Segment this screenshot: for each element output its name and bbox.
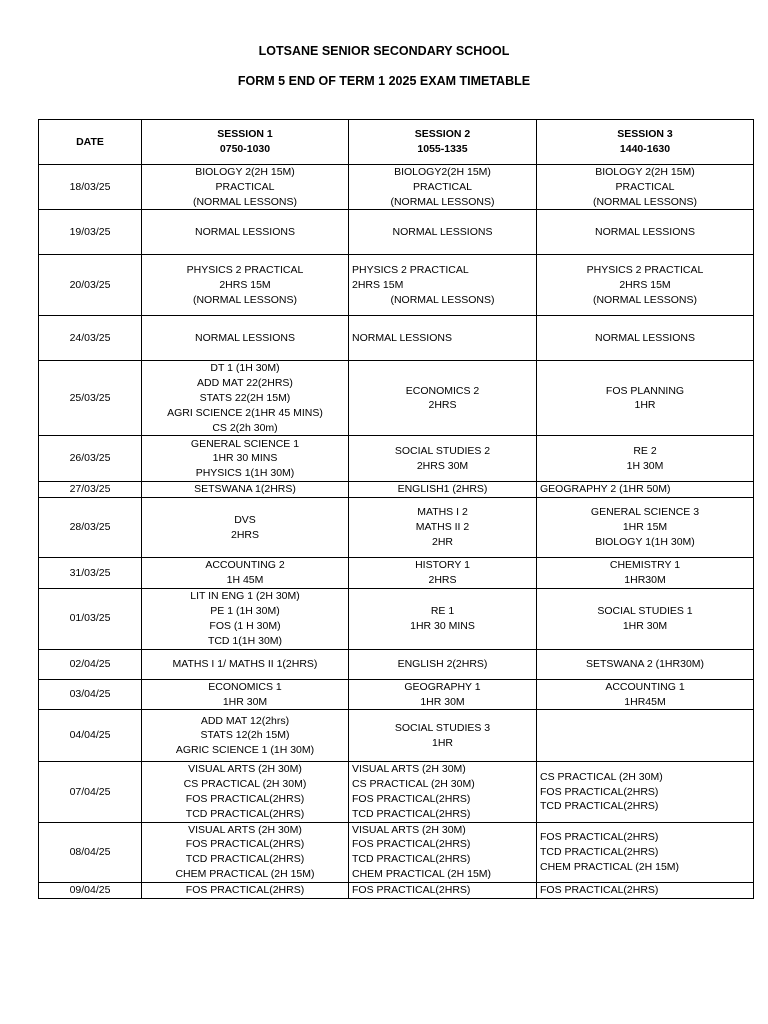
exam-entry: AGRIC SCIENCE 1 (1H 30M) — [175, 744, 315, 757]
exam-entry: CHEM PRACTICAL (2H 15M) — [352, 867, 492, 880]
session-2-cell — [349, 436, 537, 482]
table-row — [39, 436, 754, 482]
exam-entry: CHEMISTRY 1 — [609, 559, 681, 572]
exam-entry: RE 2 — [633, 445, 657, 458]
exam-entry: ENGLISH 2(2HRS) — [397, 657, 488, 670]
session-time: 0750-1030 — [219, 143, 271, 155]
date-cell: 28/03/25 — [39, 498, 142, 558]
exam-entry: (NORMAL LESSONS) — [192, 293, 298, 306]
date-cell: 20/03/25 — [39, 255, 142, 316]
session-1-cell — [142, 679, 349, 710]
header-date: DATE — [39, 120, 142, 165]
exam-entry: SETSWANA 1(2HRS) — [194, 483, 296, 496]
session-1-cell — [142, 762, 349, 822]
exam-entry: 1HR30M — [624, 573, 666, 586]
exam-entry: 1HR 30M — [222, 695, 268, 708]
exam-entry: BIOLOGY 2(2H 15M) — [595, 166, 695, 178]
exam-entry: NORMAL LESSIONS — [352, 331, 452, 344]
table-row — [39, 762, 754, 822]
exam-entry: 1HR45M — [624, 695, 666, 708]
exam-entry: SETSWANA 2 (1HR30M) — [585, 657, 705, 670]
session-3-cell — [537, 588, 754, 649]
exam-entry: VISUAL ARTS (2H 30M) — [188, 823, 302, 836]
exam-entry: FOS PRACTICAL(2HRS) — [352, 883, 471, 896]
table-row — [39, 361, 754, 436]
exam-entry: GENERAL SCIENCE 3 — [590, 506, 700, 519]
exam-entry: GEOGRAPHY 1 — [404, 680, 481, 693]
exam-entry: TCD PRACTICAL(2HRS) — [540, 845, 659, 858]
header-session-1 — [142, 120, 349, 165]
table-row — [39, 316, 754, 361]
exam-entry: TCD PRACTICAL(2HRS) — [352, 807, 471, 820]
timetable-title: FORM 5 END OF TERM 1 2025 EXAM TIMETABLE — [237, 74, 531, 88]
session-3-cell — [537, 679, 754, 710]
exam-entry: 1HR 30M — [420, 695, 465, 708]
session-2-cell — [349, 762, 537, 822]
exam-entry: TCD PRACTICAL(2HRS) — [352, 853, 471, 866]
exam-entry: BIOLOGY 2(2H 15M) — [195, 166, 295, 178]
session-3-cell — [537, 822, 754, 882]
exam-entry: FOS PRACTICAL(2HRS) — [185, 838, 305, 851]
exam-entry: (NORMAL LESSONS) — [390, 195, 495, 208]
session-1-cell — [142, 710, 349, 762]
session-1-cell — [142, 361, 349, 436]
exam-entry: 2HRS 30M — [416, 459, 469, 472]
exam-entry: FOS PRACTICAL(2HRS) — [352, 838, 471, 851]
date-cell: 24/03/25 — [39, 316, 142, 361]
exam-entry: (NORMAL LESSONS) — [592, 195, 698, 208]
exam-entry: 1H 30M — [626, 459, 664, 472]
exam-entry: STATS 12(2h 15M) — [200, 729, 290, 742]
exam-entry: SOCIAL STUDIES 1 — [597, 604, 693, 617]
date-cell: 07/04/25 — [39, 762, 142, 822]
exam-entry: PRACTICAL — [215, 180, 275, 193]
exam-entry: NORMAL LESSIONS — [195, 331, 295, 344]
table-row — [39, 679, 754, 710]
exam-entry: SOCIAL STUDIES 3 — [394, 722, 491, 735]
exam-entry: FOS PRACTICAL(2HRS) — [185, 792, 305, 805]
table-row — [39, 822, 754, 882]
session-time: 1440-1630 — [619, 143, 671, 155]
exam-entry: 1HR 30 MINS — [212, 452, 278, 465]
session-3-cell — [537, 482, 754, 498]
session-name: SESSION 1 — [217, 128, 273, 141]
exam-entry: PRACTICAL — [413, 180, 472, 193]
exam-entry: AGRI SCIENCE 2(1HR 45 MINS) — [167, 406, 323, 419]
session-1-cell — [142, 498, 349, 558]
exam-entry: TCD PRACTICAL(2HRS) — [185, 807, 305, 820]
table-row — [39, 498, 754, 558]
exam-entry: 2HR — [431, 536, 453, 549]
session-1-cell — [142, 649, 349, 679]
exam-entry: FOS PRACTICAL(2HRS) — [540, 830, 659, 843]
exam-entry: LIT IN ENG 1 (2H 30M) — [190, 590, 300, 603]
exam-entry: ADD MAT 22(2HRS) — [197, 377, 293, 390]
session-2-cell — [349, 588, 537, 649]
date-cell: 18/03/25 — [39, 165, 142, 210]
session-3-cell — [537, 436, 754, 482]
exam-entry: RE 1 — [430, 604, 455, 617]
exam-entry: DT 1 (1H 30M) — [210, 362, 280, 375]
session-3-cell — [537, 498, 754, 558]
exam-entry: ACCOUNTING 1 — [605, 680, 685, 693]
exam-entry: BIOLOGY2(2H 15M) — [394, 166, 491, 178]
exam-entry: FOS PRACTICAL(2HRS) — [540, 785, 659, 798]
session-2-cell — [349, 498, 537, 558]
exam-entry: 2HRS 15M — [219, 278, 271, 291]
exam-entry: 2HRS 15M — [352, 278, 404, 291]
date-cell: 31/03/25 — [39, 558, 142, 589]
exam-entry: 1HR 30 MINS — [410, 619, 475, 632]
header-row — [39, 120, 754, 165]
exam-entry: 2HRS — [230, 528, 259, 541]
exam-entry: BIOLOGY 1(1H 30M) — [595, 536, 695, 549]
exam-entry: DVS — [234, 513, 256, 526]
exam-entry: 2HRS — [428, 399, 457, 412]
exam-entry: HISTORY 1 — [415, 559, 470, 572]
session-2-cell — [349, 210, 537, 255]
date-cell: 01/03/25 — [39, 588, 142, 649]
session-time: 1055-1335 — [417, 143, 468, 155]
exam-entry: 2HRS — [428, 573, 457, 586]
session-2-cell — [349, 255, 537, 316]
session-2-cell — [349, 482, 537, 498]
session-2-cell — [349, 316, 537, 361]
timetable-body — [39, 165, 754, 899]
session-1-cell — [142, 316, 349, 361]
date-cell: 25/03/25 — [39, 361, 142, 436]
table-row — [39, 710, 754, 762]
date-cell: 09/04/25 — [39, 882, 142, 898]
exam-entry: PRACTICAL — [615, 180, 675, 193]
session-3-cell — [537, 762, 754, 822]
date-cell: 27/03/25 — [39, 482, 142, 498]
exam-entry: VISUAL ARTS (2H 30M) — [352, 763, 466, 776]
session-1-cell — [142, 482, 349, 498]
session-name: SESSION 2 — [414, 128, 471, 141]
exam-entry: ECONOMICS 2 — [405, 384, 480, 397]
session-2-cell — [349, 361, 537, 436]
table-row — [39, 165, 754, 210]
exam-entry: ADD MAT 12(2hrs) — [200, 714, 290, 727]
exam-entry: MATHS I 2 — [417, 506, 468, 519]
session-2-cell — [349, 649, 537, 679]
exam-entry: 1HR — [634, 399, 656, 412]
session-2-cell — [349, 558, 537, 589]
table-row — [39, 482, 754, 498]
session-2-cell — [349, 822, 537, 882]
session-1-cell — [142, 558, 349, 589]
table-row — [39, 210, 754, 255]
session-3-cell — [537, 165, 754, 210]
session-2-cell — [349, 679, 537, 710]
exam-entry: 1HR — [431, 736, 453, 749]
session-2-cell — [349, 710, 537, 762]
exam-entry: FOS PRACTICAL(2HRS) — [352, 792, 471, 805]
session-3-cell — [537, 558, 754, 589]
header-session-3 — [537, 120, 754, 165]
header-session-2 — [349, 120, 537, 165]
session-1-cell — [142, 588, 349, 649]
table-row — [39, 649, 754, 679]
exam-entry: NORMAL LESSIONS — [195, 225, 295, 238]
exam-entry: 1HR 30M — [622, 619, 668, 632]
exam-entry: (NORMAL LESSONS) — [192, 195, 298, 208]
session-3-cell — [537, 210, 754, 255]
session-3-cell — [537, 710, 754, 762]
table-row — [39, 588, 754, 649]
exam-entry: CHEM PRACTICAL (2H 15M) — [175, 867, 315, 880]
exam-entry: CS PRACTICAL (2H 30M) — [540, 770, 663, 783]
session-3-cell — [537, 361, 754, 436]
exam-entry: TCD PRACTICAL(2HRS) — [540, 800, 659, 813]
exam-entry: GENERAL SCIENCE 1 — [190, 437, 300, 450]
exam-entry: ACCOUNTING 2 — [205, 559, 285, 572]
exam-entry: FOS (1 H 30M) — [209, 619, 281, 632]
exam-entry: MATHS I 1/ MATHS II 1(2HRS) — [172, 657, 318, 670]
session-name: SESSION 3 — [617, 128, 673, 141]
session-1-cell — [142, 255, 349, 316]
exam-entry: PE 1 (1H 30M) — [210, 604, 280, 617]
exam-entry: NORMAL LESSIONS — [392, 225, 493, 238]
session-1-cell — [142, 165, 349, 210]
exam-entry: 1H 45M — [226, 573, 264, 586]
exam-entry: PHYSICS 2 PRACTICAL — [186, 264, 304, 277]
exam-entry: 1HR 15M — [622, 521, 668, 534]
date-cell: 04/04/25 — [39, 710, 142, 762]
exam-entry: FOS PLANNING — [605, 384, 685, 397]
session-3-cell — [537, 882, 754, 898]
exam-entry: VISUAL ARTS (2H 30M) — [352, 823, 466, 836]
exam-entry: PHYSICS 1(1H 30M) — [195, 467, 295, 480]
date-cell: 03/04/25 — [39, 679, 142, 710]
exam-entry: TCD PRACTICAL(2HRS) — [185, 853, 305, 866]
exam-entry: FOS PRACTICAL(2HRS) — [540, 883, 659, 896]
exam-entry: MATHS II 2 — [415, 521, 470, 534]
exam-entry: (NORMAL LESSONS) — [390, 293, 495, 306]
table-row — [39, 255, 754, 316]
exam-entry: PHYSICS 2 PRACTICAL — [352, 264, 469, 277]
exam-entry: GEOGRAPHY 2 (1HR 50M) — [540, 483, 671, 496]
exam-entry: VISUAL ARTS (2H 30M) — [188, 763, 302, 776]
session-2-cell — [349, 882, 537, 898]
session-1-cell — [142, 436, 349, 482]
session-2-cell — [349, 165, 537, 210]
date-cell: 02/04/25 — [39, 649, 142, 679]
exam-entry: CS PRACTICAL (2H 30M) — [183, 778, 307, 791]
exam-entry: (NORMAL LESSONS) — [592, 293, 698, 306]
date-cell: 19/03/25 — [39, 210, 142, 255]
school-name: LOTSANE SENIOR SECONDARY SCHOOL — [258, 44, 510, 58]
exam-entry: CHEM PRACTICAL (2H 15M) — [540, 860, 680, 873]
session-3-cell — [537, 316, 754, 361]
exam-entry: PHYSICS 2 PRACTICAL — [586, 264, 704, 277]
session-1-cell — [142, 822, 349, 882]
exam-entry: STATS 22(2H 15M) — [199, 391, 291, 404]
session-3-cell — [537, 649, 754, 679]
date-cell: 08/04/25 — [39, 822, 142, 882]
exam-entry: NORMAL LESSIONS — [595, 225, 695, 238]
exam-entry: TCD 1(1H 30M) — [207, 634, 283, 647]
exam-entry: FOS PRACTICAL(2HRS) — [185, 883, 305, 896]
exam-entry: CS 2(2h 30m) — [212, 421, 278, 434]
table-row — [39, 558, 754, 589]
exam-entry: SOCIAL STUDIES 2 — [394, 445, 491, 458]
exam-entry: ECONOMICS 1 — [208, 680, 282, 693]
table-row — [39, 882, 754, 898]
exam-timetable — [38, 119, 754, 899]
exam-entry: ENGLISH1 (2HRS) — [397, 483, 488, 496]
session-3-cell — [537, 255, 754, 316]
exam-entry: NORMAL LESSIONS — [595, 331, 695, 344]
session-1-cell — [142, 882, 349, 898]
exam-entry: CS PRACTICAL (2H 30M) — [352, 778, 475, 791]
exam-entry: 2HRS 15M — [619, 278, 671, 291]
date-cell: 26/03/25 — [39, 436, 142, 482]
session-1-cell — [142, 210, 349, 255]
